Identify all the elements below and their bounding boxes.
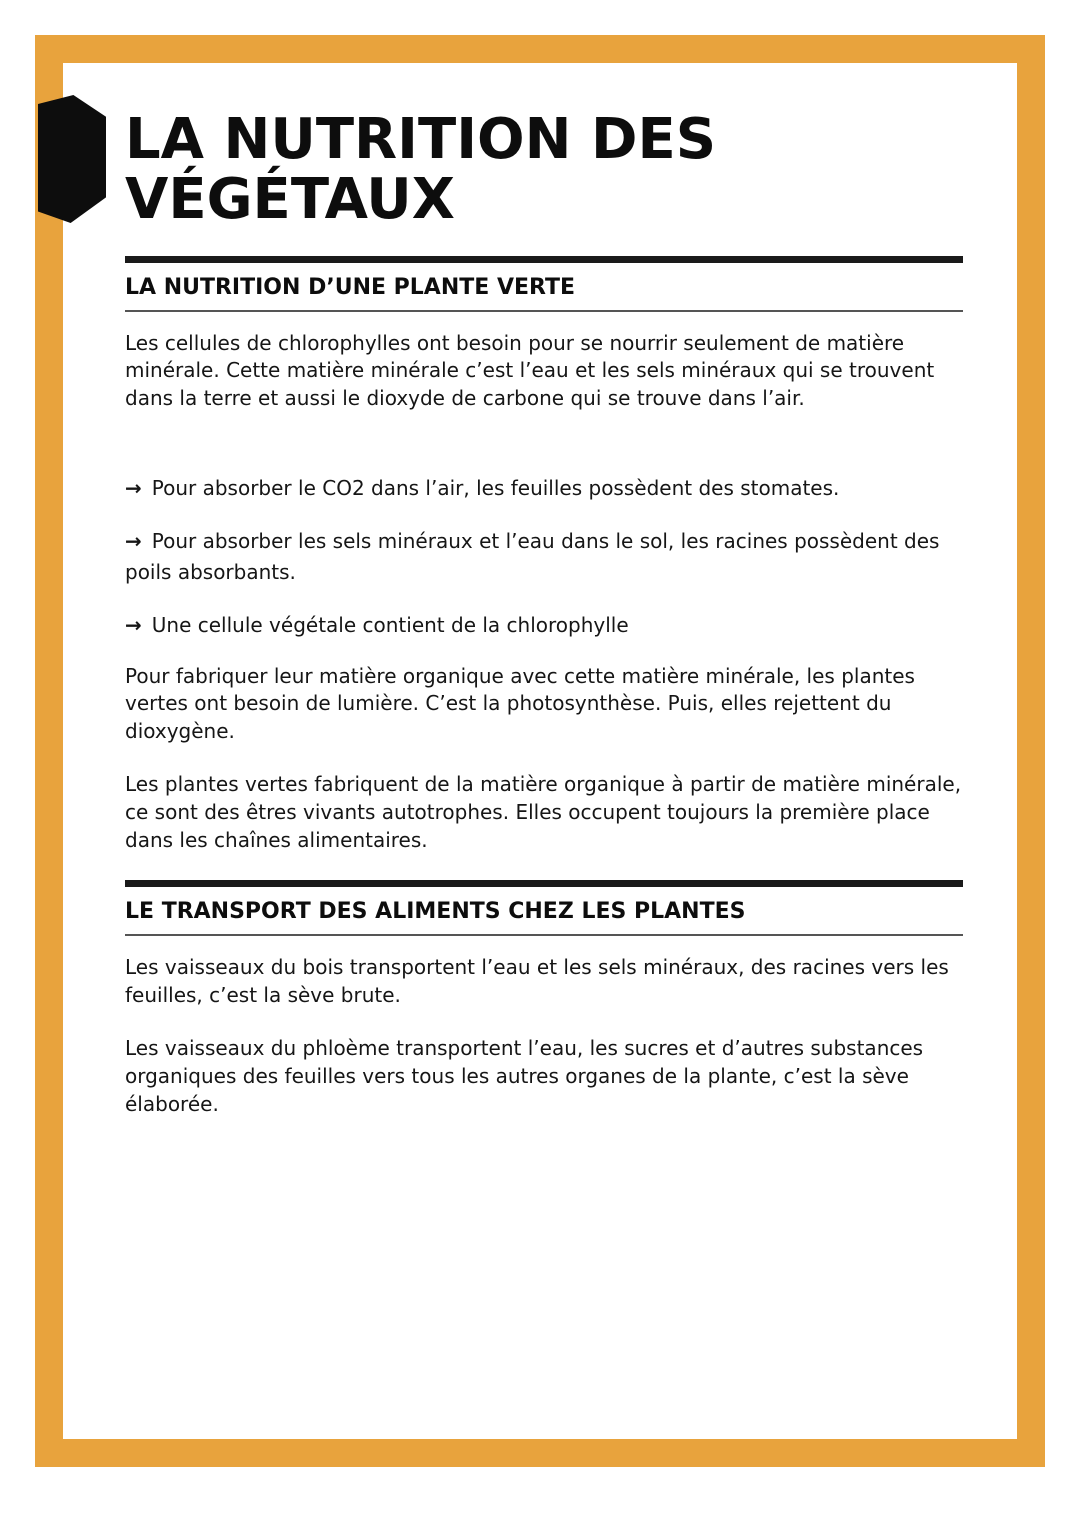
bullet-text: Pour absorber les sels minéraux et l’eau dans le sol, les racines possèdent des poils absorbants. [125, 528, 940, 584]
paragraph: Les plantes vertes fabriquent de la matière organique à partir de matière minérale, ce sont des êtres vivants autotrophes. Elles occupent toujours la première place dans les chaînes alimentaires. [125, 772, 962, 852]
section-divider-bar [125, 880, 963, 887]
section-transport-aliments [125, 880, 963, 1118]
page-title: LA NUTRITION DES VÉGÉTAUX [125, 107, 717, 232]
document-content [125, 107, 963, 1144]
paragraph: Les cellules de chlorophylles ont besoin pour se nourrir seulement de matière minérale. Cette matière minérale c’est l’eau et les sels minéraux qui se trouvent dans la terre et aussi le dioxyde de carbone qui se trouve dans l’air. [125, 330, 935, 410]
paragraph: Les vaisseaux du phloème transportent l’eau, les sucres et d’autres substances organiques des feuilles vers tous les autres organes de la plante, c’est la sève élaborée. [125, 1036, 924, 1116]
arrow-bullet-icon: → [125, 612, 142, 637]
bullet-text: Une cellule végétale contient de la chlorophylle [151, 612, 629, 637]
arrow-bullet-icon: → [125, 475, 142, 500]
section-header: LE TRANSPORT DES ALIMENTS CHEZ LES PLANTES [125, 887, 963, 936]
paragraph: Pour fabriquer leur matière organique avec cette matière minérale, les plantes vertes ont besoin de lumière. C’est la photosynthèse. Puis, elles rejettent du dioxygène. [125, 663, 915, 743]
bullet-item [125, 473, 963, 504]
bullet-text: Pour absorber le CO2 dans l’air, les feuilles possèdent des stomates. [151, 475, 840, 500]
section-header: LA NUTRITION D’UNE PLANTE VERTE [125, 263, 963, 312]
bullet-item [125, 526, 963, 588]
arrow-bullet-icon: → [125, 528, 142, 553]
bookmark-icon [38, 95, 106, 223]
section-nutrition-plante-verte [125, 256, 963, 854]
section-divider-bar [125, 256, 963, 263]
spacer [125, 439, 963, 473]
paragraph: Les vaisseaux du bois transportent l’eau et les sels minéraux, des racines vers les feuilles, c’est la sève brute. [125, 955, 949, 1007]
bullet-item [125, 610, 963, 641]
